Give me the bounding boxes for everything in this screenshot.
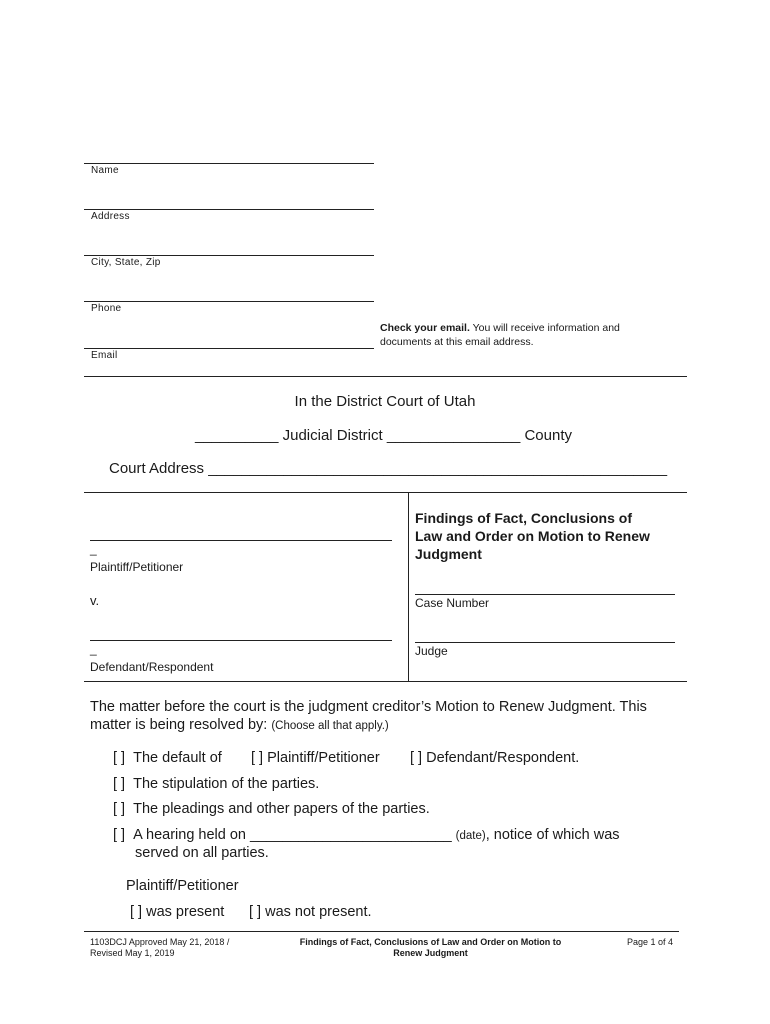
item-pleadings-text: The pleadings and other papers of the parties.	[133, 801, 430, 817]
footer-form-line2: Revised May 1, 2019	[90, 948, 175, 958]
court-address-label: Court Address	[109, 460, 205, 477]
court-title: In the District Court of Utah	[294, 393, 476, 410]
plaintiff-label: Plaintiff/Petitioner	[90, 560, 184, 574]
case-number-label: Case Number	[415, 596, 490, 610]
case-number-line	[415, 594, 675, 595]
address-label: Address	[91, 211, 130, 222]
item-hearing-text: A hearing held on _________________________	[133, 827, 452, 843]
county-blank: ________________	[386, 427, 521, 444]
intro-paren: (Choose all that apply.)	[271, 720, 389, 732]
intro-line2	[90, 717, 389, 733]
judge-label: Judge	[415, 644, 448, 658]
item-hearing-tail: , notice of which was	[485, 827, 620, 843]
item-default-text: The default of	[133, 750, 222, 766]
item-stipulation	[113, 776, 319, 792]
email-note-line2: documents at this email address.	[380, 336, 534, 348]
item-pleadings	[113, 801, 430, 817]
email-note-line1	[380, 321, 680, 335]
item-hearing	[113, 827, 620, 843]
name-line	[84, 163, 374, 164]
footer-rule	[84, 931, 679, 932]
plaintiff-name-line	[90, 540, 392, 541]
item-default-option-plaintiff[interactable]: [ ] Plaintiff/Petitioner	[251, 750, 380, 766]
email-line	[84, 348, 374, 349]
footer-form-line1: 1103DCJ Approved May 21, 2018 /	[90, 937, 230, 947]
item-default	[113, 750, 222, 766]
page-number: Page 1 of 4	[626, 937, 673, 947]
email-note-bold: Check your email.	[380, 322, 470, 334]
item-stipulation-text: The stipulation of the parties.	[133, 776, 320, 792]
city-state-zip-line	[84, 255, 374, 256]
document-title	[415, 509, 685, 563]
email-note-text1: You will receive information and	[472, 322, 620, 334]
defendant-label: Defendant/Respondent	[90, 660, 214, 674]
footer-doc-title	[268, 937, 593, 959]
plaintiff-was-not-present[interactable]: [ ] was not present.	[249, 904, 372, 920]
item-stipulation-checkbox[interactable]: [ ]	[113, 776, 126, 792]
document-title-line1: Findings of Fact, Conclusions of	[415, 510, 632, 526]
footer-form-info	[90, 937, 229, 959]
court-address-blank: _______________________________________________________	[208, 460, 668, 477]
footer-doc-title-line2: Renew Judgment	[393, 948, 468, 958]
document-title-line2: Law and Order on Motion to Renew	[415, 528, 650, 544]
item-default-option-defendant[interactable]: [ ] Defendant/Respondent.	[410, 750, 580, 766]
phone-line	[84, 301, 374, 302]
county-label: County	[524, 427, 572, 444]
versus: v.	[90, 593, 100, 608]
document-title-line3: Judgment	[415, 546, 482, 562]
district-label: Judicial District	[282, 427, 383, 444]
email-note	[380, 321, 680, 349]
plaintiff-presence-label: Plaintiff/Petitioner	[126, 878, 239, 894]
district-line	[195, 427, 572, 444]
court-top-rule	[84, 376, 687, 377]
name-label: Name	[91, 165, 119, 176]
defendant-name-line	[90, 640, 392, 641]
item-hearing-date-label: (date)	[455, 830, 486, 842]
judge-line	[415, 642, 675, 643]
caption-divider	[408, 492, 409, 682]
plaintiff-underscore: _	[90, 542, 97, 556]
intro-line2-text: matter is being resolved by:	[90, 717, 268, 733]
caption-top-rule	[84, 492, 687, 493]
intro-line1: The matter before the court is the judgment creditor’s Motion to Renew Judgment. This	[90, 699, 647, 715]
item-default-checkbox[interactable]: [ ]	[113, 750, 126, 766]
caption-bottom-rule	[84, 681, 687, 682]
item-pleadings-checkbox[interactable]: [ ]	[113, 801, 126, 817]
email-label: Email	[91, 350, 118, 361]
item-hearing-line2: served on all parties.	[135, 845, 269, 861]
court-address-line	[109, 460, 667, 477]
footer-doc-title-line1: Findings of Fact, Conclusions of Law and Order on Motion to	[299, 937, 562, 947]
address-line	[84, 209, 374, 210]
phone-label: Phone	[91, 303, 122, 314]
plaintiff-was-present[interactable]: [ ] was present	[130, 904, 225, 920]
city-state-zip-label: City, State, Zip	[91, 257, 161, 268]
defendant-underscore: _	[90, 642, 97, 656]
district-blank: __________	[195, 427, 279, 444]
item-hearing-checkbox[interactable]: [ ]	[113, 827, 126, 843]
